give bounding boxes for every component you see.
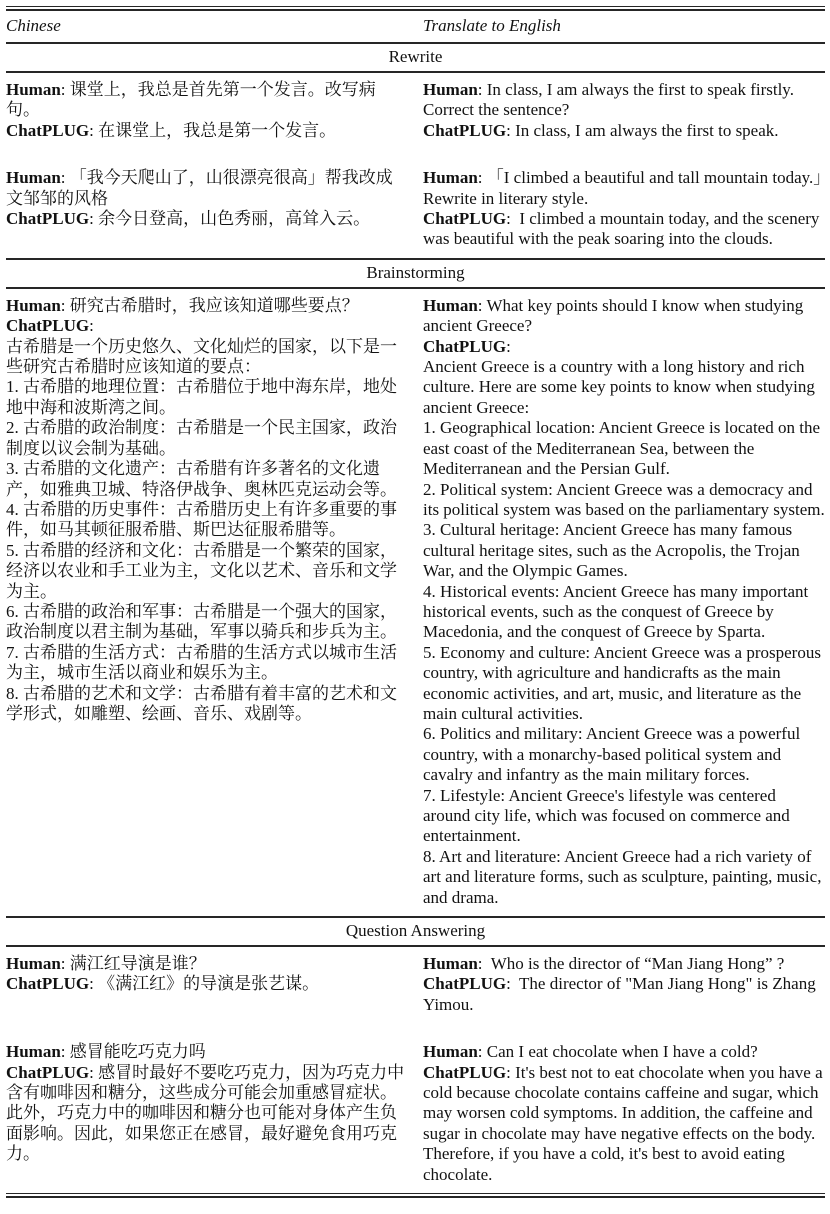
answer-paragraph: 3. Cultural heritage: Ancient Greece has many famous cultural heritage sites, such as the Acropolis, the Trojan War, and the Olympic Games. bbox=[423, 520, 804, 581]
message-text: : 「我今天爬山了，山很漂亮很高」帮我改成文邹邹的风格 bbox=[6, 168, 393, 208]
message bbox=[423, 80, 825, 121]
message bbox=[423, 954, 825, 974]
message bbox=[6, 168, 408, 209]
speaker-label: Human bbox=[423, 954, 478, 974]
message-text: : 感冒时最好不要吃巧克力，因为巧克力中含有咖啡因和糖分，这些成分可能会加重感冒症状。此外，巧克力中的咖啡因和糖分也可能对身体产生负面影响。因此，如果您正在感冒，最好避免食用巧克力。 bbox=[6, 1062, 405, 1164]
message bbox=[423, 1063, 825, 1185]
answer-paragraph: 1. 古希腊的地理位置：古希腊位于地中海东岸，地处地中海和波斯湾之间。 bbox=[6, 377, 397, 417]
answer-paragraph: 4. Historical events: Ancient Greece has many important historical events, such as the conquest of Greece by Macedonia, and the conquest of Greece by Sparta. bbox=[423, 581, 813, 642]
speaker-label: Human bbox=[6, 295, 61, 315]
speaker-label: Human bbox=[6, 954, 61, 974]
answer-paragraph: 7. Lifestyle: Ancient Greece's lifestyle was centered around city life, which was focused on commerce and entertainment. bbox=[423, 785, 795, 846]
message bbox=[6, 1042, 408, 1062]
speaker-label: ChatPLUG bbox=[6, 1062, 90, 1082]
message-text: : 满江红导演是谁？ bbox=[60, 954, 206, 974]
message-text: : Can I eat chocolate when I have a cold? bbox=[477, 1042, 758, 1062]
answer-paragraph: 5. Economy and culture: Ancient Greece was a prosperous country, with agriculture and handicrafts as the main economic activities, and art, music, and literature as the main cultural activities. bbox=[423, 642, 826, 723]
message bbox=[423, 337, 825, 357]
message-text: : Who is the director of “Man Jiang Hong” ? bbox=[477, 954, 785, 974]
column-header-translate-to-english: Translate to English bbox=[423, 16, 561, 35]
speaker-label: Human bbox=[423, 1042, 478, 1062]
message-text: : 《满江红》的导演是张艺谋。 bbox=[89, 974, 320, 994]
answer-paragraph: 2. 古希腊的政治制度：古希腊是一个民主国家，政治制度以议会制为基础。 bbox=[6, 418, 397, 458]
message bbox=[423, 121, 825, 141]
message-text: : 余今日登高，山色秀丽，高耸入云。 bbox=[89, 209, 371, 229]
message-text: : 感冒能吃巧克力吗 bbox=[60, 1042, 206, 1062]
section-body-rewrite bbox=[6, 73, 825, 258]
message-text: : I climbed a mountain today, and the scenery was beautiful with the peak soaring into the clouds. bbox=[423, 209, 824, 249]
dialog-row bbox=[6, 954, 825, 1015]
message bbox=[423, 168, 825, 209]
message-text: : 「I climbed a beautiful and tall mountain today.」Rewrite in literary style. bbox=[423, 168, 822, 208]
answer-paragraph: 1. Geographical location: Ancient Greece is located on the east coast of the Mediterranean Sea, between the Mediterranean and the Persian Gulf. bbox=[423, 418, 825, 479]
message bbox=[6, 1063, 408, 1165]
message bbox=[6, 209, 408, 229]
answer-paragraph: 3. 古希腊的文化遗产：古希腊有许多著名的文化遗产，如雅典卫城、特洛伊战争、奥林匹克运动会等。 bbox=[6, 459, 397, 499]
answer-paragraph: 6. 古希腊的政治和军事：古希腊是一个强大的国家，政治制度以君主制为基础，军事以骑兵和步兵为主。 bbox=[6, 601, 397, 642]
section-title-question-answering: Question Answering bbox=[345, 921, 486, 941]
answer-paragraph: 6. Politics and military: Ancient Greece was a powerful country, with a monarchy-based political system and cavalry and infantry as the main military forces. bbox=[423, 724, 805, 785]
message bbox=[6, 954, 408, 974]
message bbox=[6, 974, 408, 994]
message bbox=[423, 209, 825, 250]
answer-paragraph: 8. Art and literature: Ancient Greece had a rich variety of art and literature forms, such as sculpture, painting, music, and drama. bbox=[423, 846, 826, 907]
answer-paragraph: 4. 古希腊的历史事件：古希腊历史上有许多重要的事件，如马其顿征服希腊、斯巴达征服希腊等。 bbox=[6, 499, 397, 540]
answer-paragraph: Ancient Greece is a country with a long history and rich culture. Here are some key points to know when studying ancient Greece: bbox=[423, 357, 820, 417]
column-header-chinese: Chinese bbox=[6, 16, 61, 35]
message-text: : 课堂上，我总是首先第一个发言。改写病句。 bbox=[6, 80, 376, 120]
message bbox=[423, 1042, 825, 1062]
message-text: : In class, I am always the first to speak. bbox=[506, 120, 779, 140]
answer-paragraph: 7. 古希腊的生活方式：古希腊的生活方式以城市生活为主，城市生活以商业和娱乐为主。 bbox=[6, 642, 397, 683]
message bbox=[6, 316, 408, 336]
speaker-label: Human bbox=[423, 168, 478, 188]
english-cell bbox=[423, 954, 825, 1015]
speaker-label: Human bbox=[6, 1042, 61, 1062]
message-text: : What key points should I know when studying ancient Greece? bbox=[423, 295, 808, 336]
speaker-label: Human bbox=[6, 80, 61, 99]
message-text: : 在课堂上，我总是第一个发言。 bbox=[89, 120, 337, 140]
section-body-brainstorming bbox=[6, 289, 825, 916]
message bbox=[6, 80, 408, 121]
dialog-row bbox=[6, 168, 825, 250]
speaker-label: Human bbox=[6, 168, 61, 188]
speaker-label: ChatPLUG bbox=[423, 209, 507, 229]
message bbox=[6, 296, 408, 316]
table-bottom-rule bbox=[6, 1193, 825, 1198]
speaker-label: Human bbox=[423, 80, 478, 99]
chinese-cell bbox=[6, 954, 408, 1015]
chinese-cell bbox=[6, 80, 408, 141]
speaker-label: ChatPLUG bbox=[6, 316, 90, 336]
message-text: : It's best not to eat chocolate when you have a cold because chocolate contains caffeine and sugar, which may worsen cold symptoms. In addition, the caffeine and sugar in chocolate may have negative effects on the body. Therefore, if you have a cold, it's best to avoid eating chocolate. bbox=[423, 1062, 827, 1184]
speaker-label: ChatPLUG bbox=[423, 120, 507, 140]
english-cell bbox=[423, 1042, 825, 1185]
speaker-label: ChatPLUG bbox=[6, 209, 90, 229]
speaker-label: ChatPLUG bbox=[6, 120, 90, 140]
section-title-rewrite: Rewrite bbox=[388, 47, 443, 66]
message-text: : The director of "Man Jiang Hong" is Zhang Yimou. bbox=[423, 974, 820, 1014]
chinese-cell bbox=[6, 296, 408, 908]
chinese-cell bbox=[6, 168, 408, 250]
dialog-row bbox=[6, 1042, 825, 1185]
message-text: : 研究古希腊时，我应该知道哪些要点？ bbox=[60, 295, 359, 315]
dialog-row bbox=[6, 80, 825, 141]
dialog-row bbox=[6, 296, 825, 908]
speaker-label: ChatPLUG bbox=[423, 336, 507, 356]
chinese-cell bbox=[6, 1042, 408, 1185]
english-cell bbox=[423, 80, 825, 141]
english-cell bbox=[423, 296, 825, 908]
section-body-question-answering bbox=[6, 947, 825, 1193]
message bbox=[423, 974, 825, 1015]
message bbox=[6, 121, 408, 141]
speaker-label: ChatPLUG bbox=[423, 974, 507, 994]
answer-paragraph: 古希腊是一个历史悠久、文化灿烂的国家，以下是一些研究古希腊时应该知道的要点： bbox=[6, 336, 397, 377]
message-text: : bbox=[506, 336, 511, 356]
section-title-brainstorming: Brainstorming bbox=[366, 262, 465, 282]
answer-paragraph: 8. 古希腊的艺术和文学：古希腊有着丰富的艺术和文学形式，如雕塑、绘画、音乐、戏剧等。 bbox=[6, 683, 397, 723]
answer-paragraph: 5. 古希腊的经济和文化：古希腊是一个繁荣的国家，经济以农业和手工业为主，文化以艺术、音乐和文学为主。 bbox=[6, 540, 397, 601]
english-cell bbox=[423, 168, 825, 250]
table-header-row bbox=[6, 11, 825, 42]
speaker-label: Human bbox=[423, 295, 478, 315]
message-text: : bbox=[89, 316, 94, 336]
speaker-label: ChatPLUG bbox=[423, 1062, 507, 1082]
answer-paragraph: 2. Political system: Ancient Greece was a democracy and its political system was based on the parliamentary system. bbox=[423, 479, 825, 519]
message bbox=[423, 296, 825, 337]
message-text: : In class, I am always the first to speak firstly. Correct the sentence? bbox=[423, 80, 799, 120]
speaker-label: ChatPLUG bbox=[6, 974, 90, 994]
